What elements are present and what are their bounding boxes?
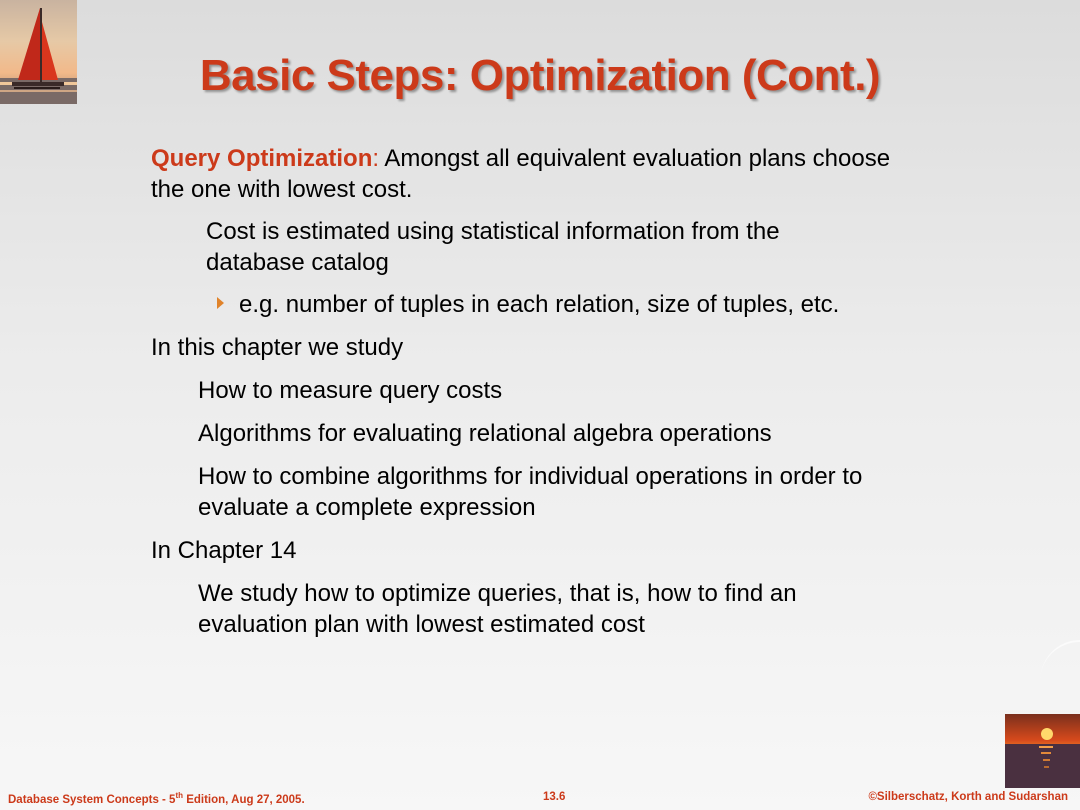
footer-book-title — [8, 791, 305, 806]
sub-sub-bullet-example — [151, 289, 1011, 320]
decorative-arc — [1040, 640, 1080, 722]
sub-bullet-cost-estimate: Cost is estimated using statistical information from the — [206, 218, 780, 245]
slide-title: Basic Steps: Optimization (Cont.) — [199, 51, 881, 101]
bullet-query-optimization — [151, 143, 1011, 174]
sub-bullet-algorithms: Algorithms for evaluating relational algebra operations — [198, 420, 772, 447]
footer-copyright: ©Silberschatz, Korth and Sudarshan — [868, 791, 1068, 803]
bullet-text-continued: the one with lowest cost. — [151, 176, 413, 203]
sub-bullet-combine-algorithms: How to combine algorithms for individual operations in order to — [198, 463, 863, 490]
bullet-text: Amongst all equivalent evaluation plans choose — [379, 145, 891, 172]
sub-bullet-combine-algorithms-continued: evaluate a complete expression — [198, 494, 536, 521]
triangle-bullet-icon — [217, 297, 224, 309]
sub-bullet-optimize-queries-continued: evaluation plan with lowest estimated cost — [198, 611, 645, 638]
term-query-optimization: Query Optimization — [151, 145, 373, 172]
sub-bullet-optimize-queries: We study how to optimize queries, that is, how to find an — [198, 580, 797, 607]
footer-edition-date: Edition, Aug 27, 2005. — [183, 793, 305, 806]
bullet-this-chapter: In this chapter we study — [151, 334, 404, 361]
sunset-image — [1005, 714, 1080, 788]
footer-book-title-text: Database System Concepts - 5 — [8, 793, 176, 806]
sub-bullet-cost-estimate-continued: database catalog — [206, 249, 389, 276]
bullet-chapter-14: In Chapter 14 — [151, 537, 297, 564]
footer-superscript: th — [175, 791, 184, 800]
term-colon: : — [372, 145, 380, 172]
example-text: e.g. number of tuples in each relation, size of tuples, etc. — [239, 291, 840, 318]
slide-body — [151, 143, 1011, 640]
footer-page-number: 13.6 — [543, 791, 566, 803]
sub-bullet-measure-costs: How to measure query costs — [198, 377, 503, 404]
